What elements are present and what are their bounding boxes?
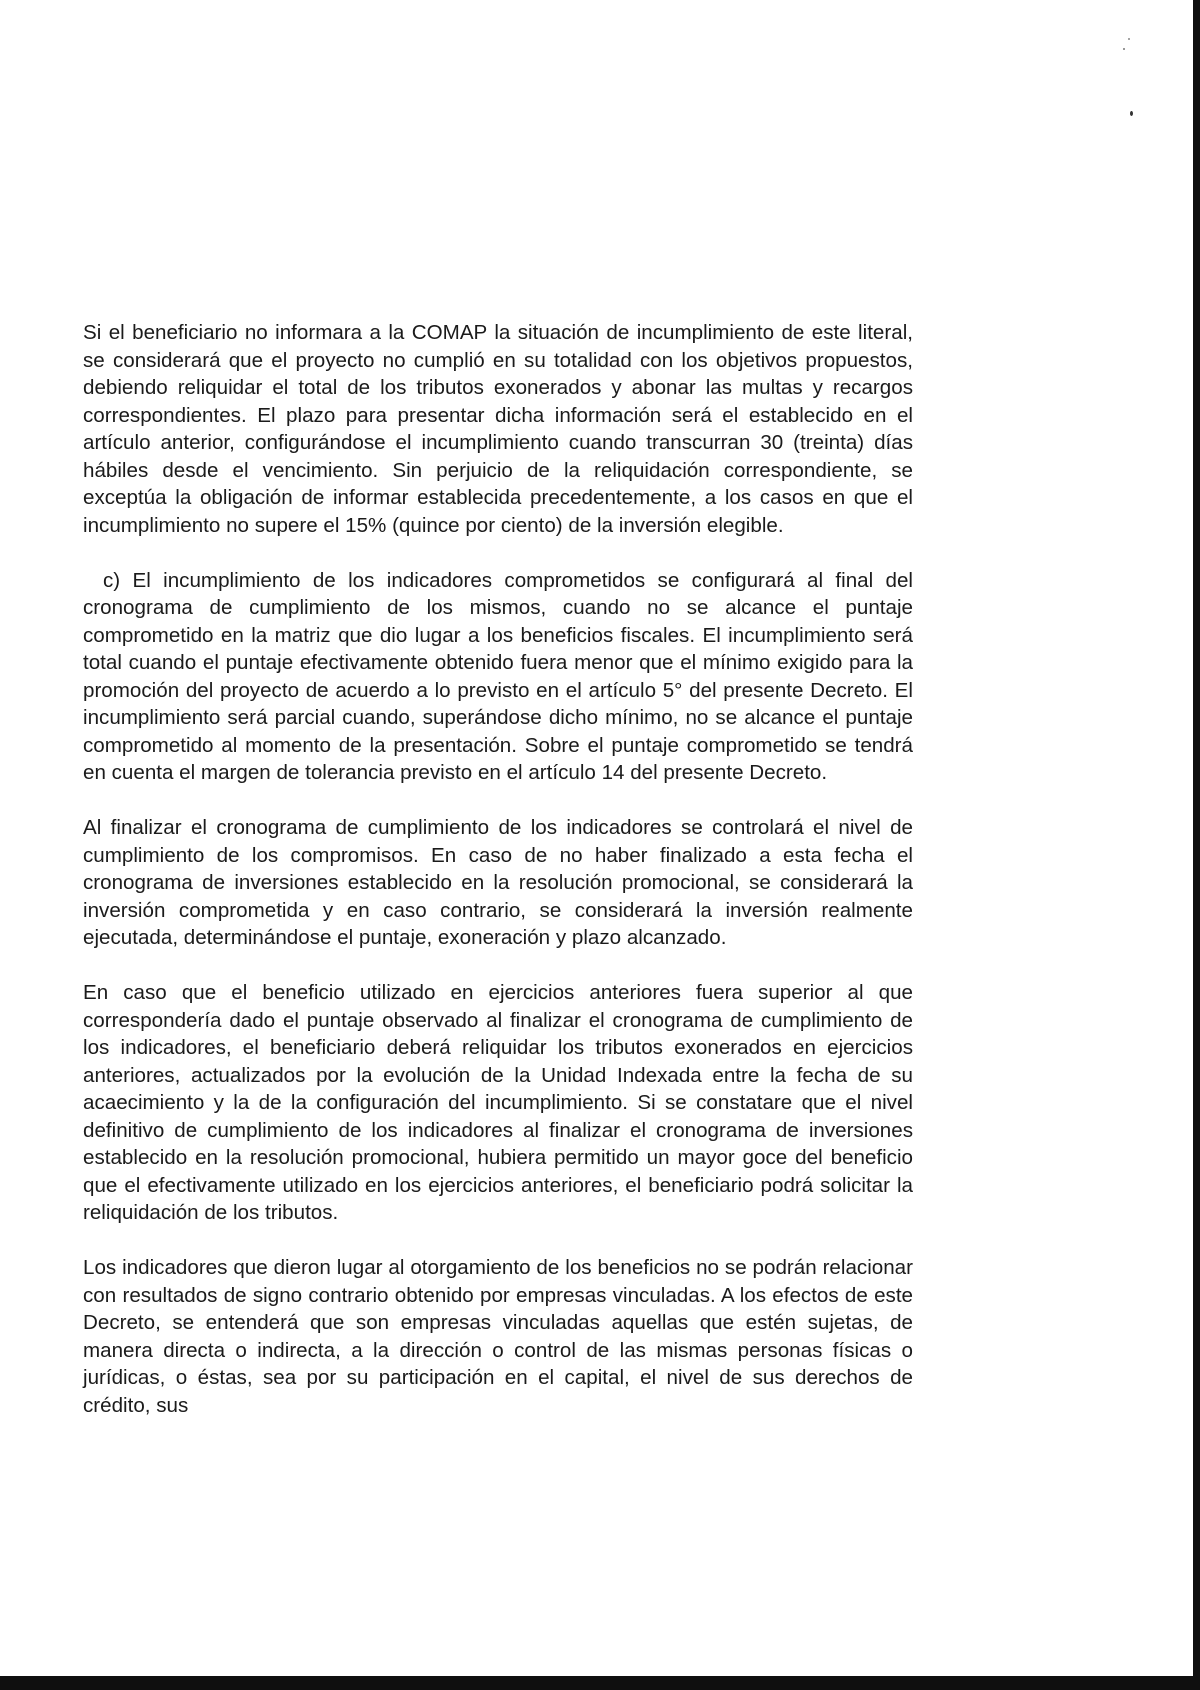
paragraph-control-cumplimiento: Al finalizar el cronograma de cumplimiento de los indicadores se controlará el nivel de cumplimiento de los compromisos. En caso de no haber finalizado a esta fecha el cronograma de inversiones establecido en la resolución promocional, se considerará la inversión comprometida y en caso contrario, se considerará la inversión realmente ejecutada, determinándose el puntaje, exoneración y plazo alcanzado.: [83, 816, 913, 949]
paragraph-reliquidacion: En caso que el beneficio utilizado en ejercicios anteriores fuera superior al que correspondería dado el puntaje observado al finalizar el cronograma de cumplimiento de los indicadores, el beneficiario deberá reliquidar los tributos exonerados en ejercicios anteriores, actualizados por la evolución de la Unidad Indexada entre la fecha de su acaecimiento y la de la configuración del incumplimiento. Si se constatare que el nivel definitivo de cumplimiento de los indicadores al finalizar el cronograma de inversiones establecido en la resolución promocional, hubiera permitido un mayor goce del beneficio que el efectivamente utilizado en los ejercicios anteriores, el beneficiario podrá solicitar la reliquidación de los tributos.: [83, 981, 913, 1224]
scan-speck: [1128, 38, 1130, 40]
paragraph-incumplimiento-informe: Si el beneficiario no informara a la COMAP la situación de incumplimiento de este literal, se considerará que el proyecto no cumplió en su totalidad con los objetivos propuestos, debiendo reliquidar el total de los tributos exonerados y abonar las multas y recargos correspondientes. El plazo para presentar dicha información será el establecido en el artículo anterior, configurándose el incumplimiento cuando transcurran 30 (treinta) días hábiles desde el vencimiento. Sin perjuicio de la reliquidación correspondiente, se exceptúa la obligación de informar establecida precedentemente, a los casos en que el incumplimiento no supere el 15% (quince por ciento) de la inversión elegible.: [83, 321, 913, 537]
paragraph-empresas-vinculadas: Los indicadores que dieron lugar al otorgamiento de los beneficios no se podrán relacionar con resultados de signo contrario obtenido por empresas vinculadas. A los efectos de este Decreto, se entenderá que son empresas vinculadas aquellas que estén sujetas, de manera directa o indirecta, a la dirección o control de las mismas personas físicas o jurídicas, o éstas, sea por su participación en el capital, el nivel de sus derechos de crédito, sus: [83, 1256, 913, 1417]
scan-border-bottom: [0, 1676, 1200, 1690]
paragraph-literal-c: c) El incumplimiento de los indicadores comprometidos se configurará al final del cronograma de cumplimiento de los mismos, cuando no se alcance el puntaje comprometido en la matriz que dio lugar a los beneficios fiscales. El incumplimiento será total cuando el puntaje efectivamente obtenido fuera menor que el mínimo exigido para la promoción del proyecto de acuerdo a lo previsto en el artículo 5° del presente Decreto. El incumplimiento será parcial cuando, superándose dicho mínimo, no se alcance el puntaje comprometido al momento de la presentación. Sobre el puntaje comprometido se tendrá en cuenta el margen de tolerancia previsto en el artículo 14 del presente Decreto.: [83, 568, 913, 784]
document-body: [83, 319, 913, 1447]
scan-speck: [1123, 48, 1125, 50]
scan-border-right: [1193, 0, 1200, 1690]
scan-speck: [1130, 111, 1133, 116]
